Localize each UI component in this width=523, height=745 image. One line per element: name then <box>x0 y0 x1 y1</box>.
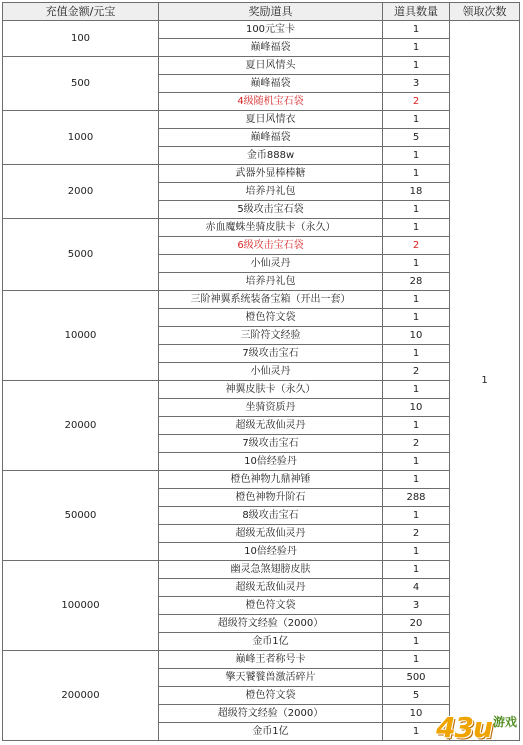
recharge-rewards-table <box>2 2 520 744</box>
reward-item-quantity: 2 <box>383 93 450 111</box>
reward-item-name: 坐骑资质丹 <box>159 399 383 417</box>
reward-item-name: 10倍经验丹 <box>159 453 383 471</box>
recharge-amount-cell: 1000 <box>3 111 159 165</box>
reward-item-name: 巅峰王者称号卡 <box>159 651 383 669</box>
reward-item-quantity: 2 <box>383 363 450 381</box>
reward-item-quantity: 4 <box>383 579 450 597</box>
reward-item-quantity: 1 <box>383 255 450 273</box>
reward-item-name: 超级无敌仙灵丹 <box>159 417 383 435</box>
reward-item-quantity: 1 <box>383 111 450 129</box>
reward-item-quantity: 1 <box>383 345 450 363</box>
recharge-amount-cell: 100000 <box>3 561 159 651</box>
reward-item-name: 巅峰福袋 <box>159 75 383 93</box>
reward-item-name: 100元宝卡 <box>159 21 383 39</box>
reward-row <box>3 165 520 183</box>
reward-row <box>3 381 520 399</box>
reward-item-quantity: 2 <box>383 435 450 453</box>
reward-item-name: 夏日风情头 <box>159 57 383 75</box>
43u-logo: 43u <box>436 711 492 744</box>
reward-item-name: 神翼皮肤卡（永久） <box>159 381 383 399</box>
reward-item-name: 橙色符文袋 <box>159 309 383 327</box>
reward-item-quantity: 1 <box>383 219 450 237</box>
reward-item-name: 培养丹礼包 <box>159 273 383 291</box>
reward-item-name: 擎天饕餮兽激活碎片 <box>159 669 383 687</box>
reward-item-name: 4级随机宝石袋 <box>159 93 383 111</box>
reward-item-name: 巅峰福袋 <box>159 39 383 57</box>
recharge-amount-cell: 500 <box>3 57 159 111</box>
recharge-amount-cell: 200000 <box>3 651 159 741</box>
reward-item-name: 幽灵急煞翅膀皮肤 <box>159 561 383 579</box>
reward-item-quantity: 1 <box>383 453 450 471</box>
reward-item-quantity: 1 <box>383 543 450 561</box>
reward-item-name: 超级符文经验（2000） <box>159 705 383 723</box>
header-item: 奖励道具 <box>159 3 383 21</box>
reward-item-quantity: 1 <box>383 633 450 651</box>
reward-item-quantity: 3 <box>383 75 450 93</box>
reward-item-name: 5级攻击宝石袋 <box>159 201 383 219</box>
reward-item-quantity: 1 <box>383 507 450 525</box>
reward-item-quantity: 1 <box>383 309 450 327</box>
reward-item-name: 金币1亿 <box>159 723 383 741</box>
reward-item-quantity: 1 <box>383 723 450 741</box>
reward-row <box>3 111 520 129</box>
reward-item-name: 橙色神物升阶石 <box>159 489 383 507</box>
reward-item-name: 赤血魔蛛坐骑皮肤卡（永久） <box>159 219 383 237</box>
reward-item-quantity: 18 <box>383 183 450 201</box>
reward-item-quantity: 1 <box>383 201 450 219</box>
watermark-game-label: 游戏 <box>492 715 517 729</box>
reward-item-name: 7级攻击宝石 <box>159 435 383 453</box>
reward-item-quantity: 1 <box>383 165 450 183</box>
reward-row <box>3 57 520 75</box>
reward-row <box>3 21 520 39</box>
reward-row <box>3 291 520 309</box>
reward-item-quantity: 2 <box>383 525 450 543</box>
reward-item-quantity: 1 <box>383 651 450 669</box>
reward-item-quantity: 1 <box>383 147 450 165</box>
reward-item-name: 金币1亿 <box>159 633 383 651</box>
reward-item-quantity: 28 <box>383 273 450 291</box>
reward-item-quantity: 1 <box>383 57 450 75</box>
header-quantity: 道具数量 <box>383 3 450 21</box>
reward-item-name: 7级攻击宝石 <box>159 345 383 363</box>
reward-item-quantity: 1 <box>383 381 450 399</box>
reward-row <box>3 471 520 489</box>
reward-item-name: 10倍经验丹 <box>159 543 383 561</box>
reward-item-name: 三阶神翼系统装备宝箱（开出一套） <box>159 291 383 309</box>
reward-item-quantity: 10 <box>383 705 450 723</box>
reward-item-quantity: 10 <box>383 399 450 417</box>
reward-item-name: 金币888w <box>159 147 383 165</box>
reward-item-quantity: 10 <box>383 327 450 345</box>
reward-item-quantity: 288 <box>383 489 450 507</box>
reward-row <box>3 219 520 237</box>
reward-item-name: 超级无敌仙灵丹 <box>159 525 383 543</box>
recharge-amount-cell: 20000 <box>3 381 159 471</box>
reward-item-quantity: 1 <box>383 21 450 39</box>
recharge-amount-cell: 100 <box>3 21 159 57</box>
reward-item-quantity: 1 <box>383 39 450 57</box>
reward-item-name: 8级攻击宝石 <box>159 507 383 525</box>
site-watermark <box>436 713 517 742</box>
recharge-amount-cell: 10000 <box>3 291 159 381</box>
reward-item-name: 培养丹礼包 <box>159 183 383 201</box>
reward-item-name: 6级攻击宝石袋 <box>159 237 383 255</box>
reward-item-name: 武器外显棒棒糖 <box>159 165 383 183</box>
reward-item-name: 橙色符文袋 <box>159 597 383 615</box>
reward-item-quantity: 1 <box>383 561 450 579</box>
reward-item-name: 小仙灵丹 <box>159 255 383 273</box>
reward-item-quantity: 2 <box>383 237 450 255</box>
header-row <box>3 3 520 21</box>
recharge-amount-cell: 2000 <box>3 165 159 219</box>
reward-item-quantity: 1 <box>383 417 450 435</box>
reward-item-name: 夏日风情衣 <box>159 111 383 129</box>
reward-item-quantity: 1 <box>383 471 450 489</box>
reward-item-name: 超级无敌仙灵丹 <box>159 579 383 597</box>
reward-row <box>3 561 520 579</box>
recharge-amount-cell: 50000 <box>3 471 159 561</box>
header-claim-count: 领取次数 <box>450 3 520 21</box>
reward-item-quantity: 20 <box>383 615 450 633</box>
reward-item-quantity: 1 <box>383 291 450 309</box>
claim-count-cell: 1 <box>450 21 520 741</box>
rewards-body <box>3 21 520 744</box>
reward-item-quantity: 500 <box>383 669 450 687</box>
reward-item-quantity: 3 <box>383 597 450 615</box>
reward-item-name: 橙色神物九鼎神锤 <box>159 471 383 489</box>
reward-row <box>3 651 520 669</box>
recharge-amount-cell: 5000 <box>3 219 159 291</box>
reward-item-quantity: 5 <box>383 687 450 705</box>
reward-item-name: 巅峰福袋 <box>159 129 383 147</box>
reward-item-name: 三阶符文经验 <box>159 327 383 345</box>
reward-item-name: 小仙灵丹 <box>159 363 383 381</box>
reward-item-name: 超级符文经验（2000） <box>159 615 383 633</box>
reward-item-name: 橙色符文袋 <box>159 687 383 705</box>
header-amount: 充值金额/元宝 <box>3 3 159 21</box>
reward-item-quantity: 5 <box>383 129 450 147</box>
